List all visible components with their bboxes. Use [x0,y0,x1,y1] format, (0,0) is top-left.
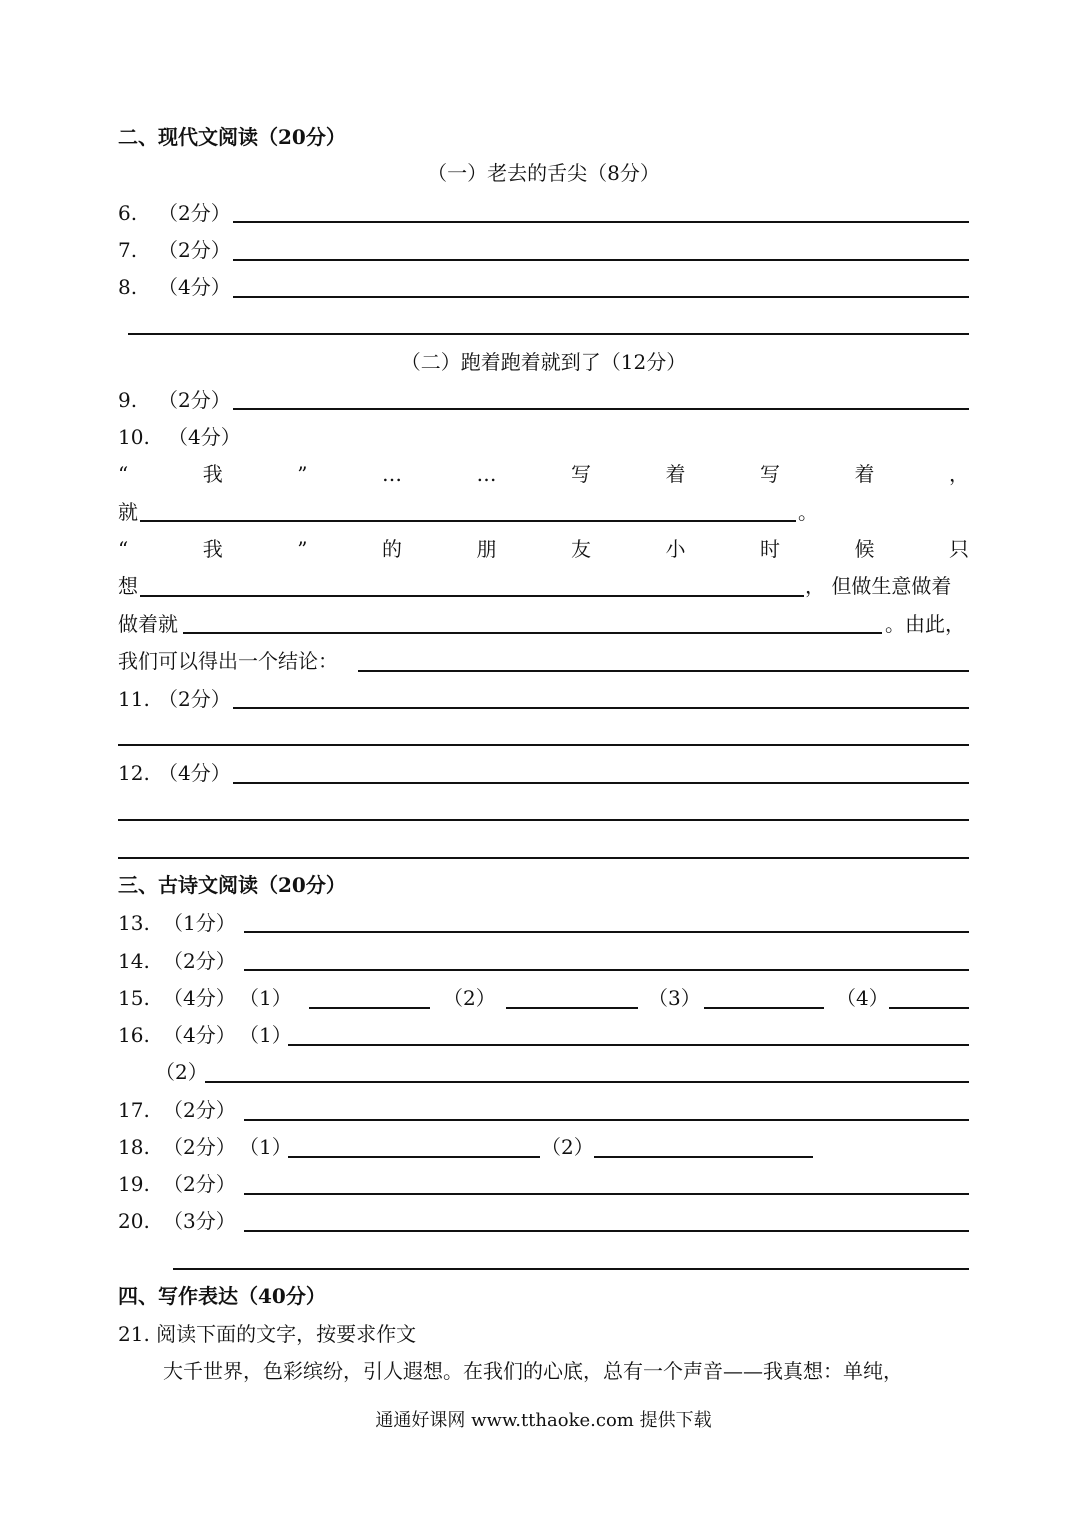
q10-line1-char: … [381,462,402,486]
q20-answer-line[interactable] [244,1230,969,1232]
q16-score: （4分） [163,1023,236,1047]
q18-score: （2分） [163,1135,236,1159]
q15-blank-4[interactable] [889,1007,969,1009]
q20-number: 20. [118,1209,150,1233]
q15-score: （4分） [163,986,236,1010]
q10-line2-char: ” [297,537,308,561]
q7-score: （2分） [158,238,231,262]
q15-part4-label: （4） [836,986,889,1010]
q10-line2-char: 朋 [476,537,497,561]
q7-answer-line[interactable] [233,259,969,261]
q15-part2-label: （2） [443,986,496,1010]
q10-line2-tail: 想 [118,574,138,598]
q6-number: 6. [118,201,138,225]
q10-line2-char: 候 [854,537,875,561]
q15-part1-label: （1） [239,986,292,1010]
q11-answer-line[interactable] [233,707,969,709]
q10-line1-end: 。 [798,500,818,524]
q13-number: 13. [118,911,150,935]
q13-score: （1分） [163,911,236,935]
q17-answer-line[interactable] [244,1119,969,1121]
q19-score: （2分） [163,1172,236,1196]
q6-answer-line[interactable] [233,221,969,223]
q10-line2-char: 小 [665,537,686,561]
q13-answer-line[interactable] [244,931,969,933]
q11-answer-line-2[interactable] [118,744,969,746]
q12-answer-line-2[interactable] [118,819,969,821]
q7-number: 7. [118,238,138,262]
q21-prompt: 21. 阅读下面的文字，按要求作文 [118,1322,417,1346]
q17-number: 17. [118,1098,150,1122]
q15-blank-2[interactable] [506,1007,638,1009]
q12-answer-line-3[interactable] [118,857,969,859]
q15-blank-3[interactable] [704,1007,824,1009]
q10-line1-char: 写 [759,462,780,486]
q10-blank-3[interactable] [183,632,882,634]
q14-number: 14. [118,949,150,973]
q10-line1-char: 写 [570,462,591,486]
q18-number: 18. [118,1135,150,1159]
q19-number: 19. [118,1172,150,1196]
q10-line3-end: 。由此， [885,612,965,636]
q12-answer-line[interactable] [233,782,969,784]
subsection-2-title: （二）跑着跑着就到了（12分） [400,350,687,374]
q12-score: （4分） [158,761,231,785]
q8-answer-line-2[interactable] [128,333,969,335]
q10-score: （4分） [168,425,241,449]
q17-score: （2分） [163,1098,236,1122]
q14-score: （2分） [163,949,236,973]
q12-number: 12. [118,761,150,785]
section-2-title: 二、现代文阅读（20分） [118,125,346,149]
q10-line4-start: 我们可以得出一个结论： [118,649,338,673]
q10-line1-char: 着 [854,462,875,486]
q10-line1-char: … [476,462,497,486]
q10-line2-char: “ [118,537,129,561]
q10-line2-mid: ， 但做生意做着 [805,574,952,598]
q8-answer-line[interactable] [233,296,969,298]
q14-answer-line[interactable] [244,969,969,971]
q10-line1-char: 着 [665,462,686,486]
q6-score: （2分） [158,201,231,225]
q15-blank-1[interactable] [309,1007,430,1009]
q19-answer-line[interactable] [244,1193,969,1195]
q20-answer-line-2[interactable] [173,1268,969,1270]
q16-part1-label: （1） [239,1023,292,1047]
q18-part2-label: （2） [541,1135,594,1159]
q10-number: 10. [118,425,150,449]
q10-blank-2[interactable] [140,595,804,597]
q10-line1-char: ， [948,462,969,486]
section-3-title: 三、古诗文阅读（20分） [118,873,346,897]
q21-material-text: 大千世界，色彩缤纷，引人遐想。在我们的心底，总有一个声音——我真想：单纯， [163,1359,903,1383]
section-4-title: 四、写作表达（40分） [118,1284,326,1308]
q10-blank-1[interactable] [140,520,796,522]
q10-line2-char: 只 [948,537,969,561]
q18-blank-1[interactable] [288,1156,540,1158]
page-footer: 通通好课网 www.tthaoke.com 提供下载 [375,1410,712,1431]
q11-score: （2分） [158,687,231,711]
q18-part1-label: （1） [239,1135,292,1159]
q10-line1-text [118,461,969,487]
q16-blank-1[interactable] [288,1044,969,1046]
q16-part2-label: （2） [155,1060,208,1084]
q10-blank-4[interactable] [358,670,969,672]
q10-line2-char: 的 [381,537,402,561]
q10-line1-char: 我 [202,462,223,486]
q8-score: （4分） [158,275,231,299]
q15-part3-label: （3） [648,986,701,1010]
q11-number: 11. [118,687,150,711]
q10-line1-tail: 就 [118,500,138,524]
q9-answer-line[interactable] [233,408,969,410]
q10-line2-char: 友 [570,537,591,561]
q18-blank-2[interactable] [594,1156,813,1158]
q9-number: 9. [118,388,138,412]
q10-line1-char: ” [297,462,308,486]
q16-number: 16. [118,1023,150,1047]
q10-line2-char: 我 [202,537,223,561]
q9-score: （2分） [158,388,231,412]
q8-number: 8. [118,275,138,299]
subsection-1-title: （一）老去的舌尖（8分） [427,161,660,185]
q10-line2-char: 时 [759,537,780,561]
q16-blank-2[interactable] [205,1081,969,1083]
q10-line3-start: 做着就 [118,612,178,636]
q10-line2-text [118,536,969,562]
q15-number: 15. [118,986,150,1010]
q20-score: （3分） [163,1209,236,1233]
q10-line1-char: “ [118,462,129,486]
